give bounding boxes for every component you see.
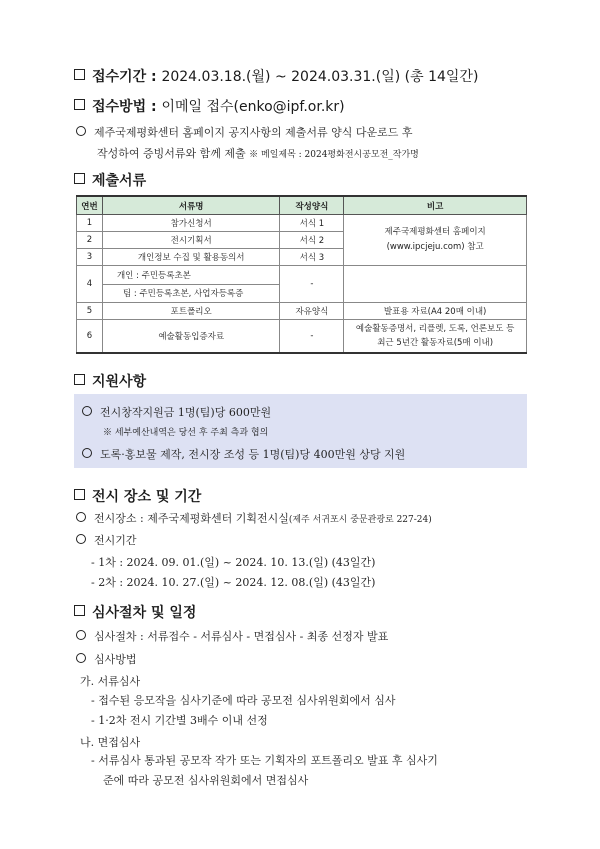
circle-bullet-icon (76, 534, 86, 544)
circle-bullet-icon (76, 630, 86, 640)
column-header: 작성양식 (280, 196, 344, 215)
mail-subject-note: ※ 메일제목 : 2024평화전시공모전_작가명 (249, 150, 419, 160)
table-header-row (77, 196, 527, 215)
receipt-instruction-line-2: 작성하여 증빙서류와 함께 제출 ※ 메일제목 : 2024평화전시공모전_작가명 (97, 147, 419, 160)
circle-bullet-icon (82, 448, 92, 458)
table-row: 4 개인 : 주민등록초본 - (77, 266, 527, 285)
square-bullet-icon (74, 374, 85, 385)
circle-bullet-icon (76, 126, 86, 136)
review-procedure: 심사절차 : 서류접수 - 서류심사 - 면접심사 - 최종 선정자 발표 (76, 628, 388, 644)
review-heading: 심사절차 및 일정 (74, 602, 196, 622)
receipt-period-value: 2024.03.18.(월) ~ 2024.03.31.(일) (총 14일간) (161, 69, 479, 85)
documents-heading: 제출서류 (74, 170, 146, 190)
table-row: 2 전시기획서 서식 2 (77, 232, 527, 249)
square-bullet-icon (74, 605, 85, 616)
exhibition-round-1: - 1차 : 2024. 09. 01.(일) ~ 2024. 10. 13.(일) (43일간) (91, 556, 376, 569)
support-item-1: 전시창작지원금 1명(팀)당 600만원 (82, 404, 271, 420)
circle-bullet-icon (82, 406, 92, 416)
column-header: 비고 (344, 196, 527, 215)
receipt-period-label: 접수기간 : (92, 69, 157, 85)
support-item-2: 도록·홍보물 제작, 전시장 조성 등 1명(팀)당 400만원 상당 지원 (82, 446, 405, 462)
receipt-period-heading (74, 66, 478, 86)
receipt-method-label: 접수방법 : (92, 99, 157, 115)
square-bullet-icon (74, 69, 85, 80)
square-bullet-icon (74, 173, 85, 184)
exhibition-round-2: - 2차 : 2024. 10. 27.(일) ~ 2024. 12. 08.(일) (43일간) (91, 576, 376, 589)
documents-table (76, 195, 527, 354)
interview-review-line-2: 준에 따라 공모전 심사위원회에서 면접심사 (103, 774, 309, 787)
table-row: 6 예술활동입증자료 - 예술활동증명서, 리플렛, 도록, 언론보도 등 최근 5년간 활동자료(5매 이내) (77, 320, 527, 354)
circle-bullet-icon (76, 512, 86, 522)
table-row: 5 포트폴리오 자유양식 발표용 자료(A4 20매 이내) (77, 303, 527, 320)
exhibition-period-label: 전시기간 (76, 532, 137, 548)
document-review-line-1: - 접수된 응모작을 심사기준에 따라 공모전 심사위원회에서 심사 (91, 694, 396, 707)
column-header: 서류명 (102, 196, 280, 215)
column-header: 연번 (77, 196, 103, 215)
document-review-line-2: - 1·2차 전시 기간별 3배수 이내 선정 (91, 714, 268, 727)
square-bullet-icon (74, 99, 85, 110)
interview-review-line-1: - 서류심사 통과된 공모작 작가 또는 기획자의 포트폴리오 발표 후 심사기 (91, 754, 438, 767)
shared-note-cell: 제주국제평화센터 홈페이지 (www.ipcjeju.com) 참고 (344, 215, 527, 266)
table-row: 팀 : 주민등록초본, 사업자등록증 (77, 284, 527, 303)
support-heading: 지원사항 (74, 371, 146, 391)
exhibition-heading: 전시 장소 및 기간 (74, 486, 201, 506)
square-bullet-icon (74, 489, 85, 500)
support-item-1-note: ※ 세부예산내역은 당선 후 주최 측과 협의 (103, 428, 269, 438)
circle-bullet-icon (76, 653, 86, 663)
table-row: 1 참가신청서 서식 1 제주국제평화센터 홈페이지 (www.ipcjeju.com) 참고 (77, 215, 527, 232)
receipt-instruction-line-1: 제주국제평화센터 홈페이지 공지사항의 제출서류 양식 다운로드 후 (76, 124, 413, 140)
table-row: 3 개인정보 수집 및 활용동의서 서식 3 (77, 249, 527, 266)
review-method-label: 심사방법 (76, 651, 137, 667)
interview-review-label: 나. 면접심사 (80, 736, 141, 749)
exhibition-venue: 전시장소 : 제주국제평화센터 기획전시실(제주 서귀포시 중문관광로 227-24) (76, 510, 432, 526)
receipt-method-value: 이메일 접수(enko@ipf.or.kr) (161, 99, 345, 115)
receipt-method-heading (74, 96, 345, 116)
document-review-label: 가. 서류심사 (80, 675, 141, 688)
